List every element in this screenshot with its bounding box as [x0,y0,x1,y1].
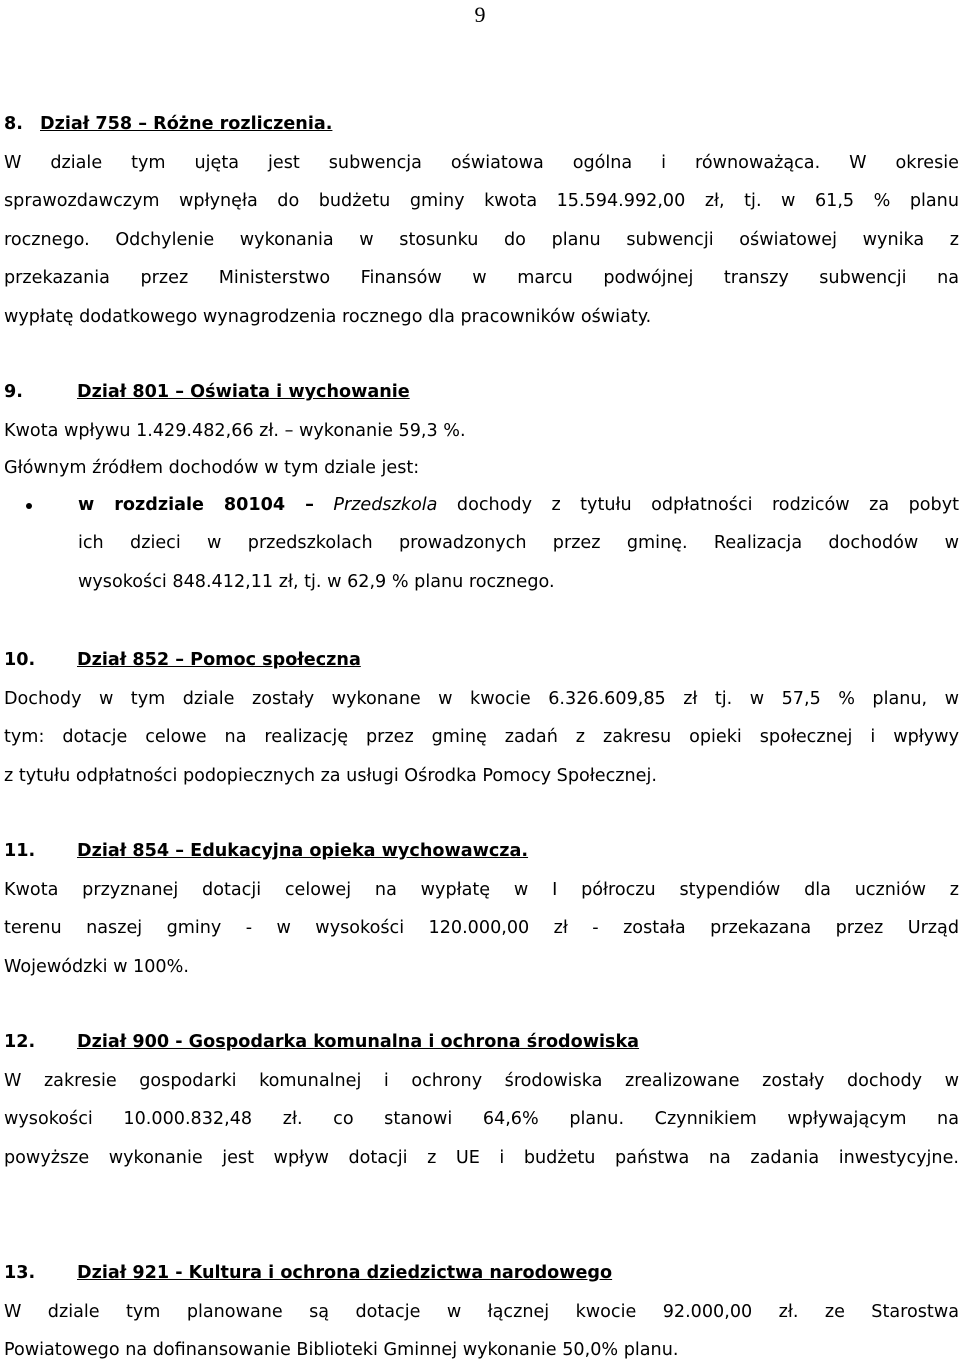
section-title: Dział 921 - Kultura i ochrona dziedzictwa narodowego [77,1263,613,1283]
paragraph-line: Dochody w tym dziale zostały wykonane w kwocie 6.326.609,85 zł tj. w 57,5 % planu, w [4,688,959,709]
section-number: 11. [4,841,36,861]
section-title: Dział 900 - Gospodarka komunalna i ochrona środowiska [77,1032,640,1052]
paragraph-line: z tytułu odpłatności podopiecznych za usługi Ośrodka Pomocy Społecznej. [4,765,657,786]
section-number: 9. [4,382,23,402]
paragraph-line: Powiatowego na dofinansowanie Biblioteki Gminnej wykonanie 50,0% planu. [4,1340,679,1360]
section-heading [4,832,959,871]
paragraph-line: tym: dotacje celowe na realizację przez gminę zadań z zakresu opieki społecznej i wpływy [4,727,959,747]
bullet-line: ich dzieci w przedszkolach prowadzonych przez gminę. Realizacja dochodów w [78,533,959,553]
section-heading [4,105,959,144]
section-13 [4,1254,959,1370]
paragraph-line: wysokości 10.000.832,48 zł. co stanowi 64,6% planu. Czynnikiem wpływającym na [4,1109,959,1129]
paragraph-line: W dziale tym ujęta jest subwencja oświatowa ogólna i równoważąca. W okresie [4,152,959,173]
paragraph-line: terenu naszej gminy - w wysokości 120.000,00 zł - została przekazana przez Urząd [4,918,959,938]
paragraph-line: Głównym źródłem dochodów w tym dziale jest: [4,457,420,478]
paragraph-line: rocznego. Odchylenie wykonania w stosunku do planu subwencji oświatowej wynika z [4,229,959,250]
paragraph-line: W dziale tym planowane są dotacje w łącznej kwocie 92.000,00 zł. ze Starostwa [4,1301,959,1322]
section-8 [4,105,959,336]
bullet-italic-text: Przedszkola [333,494,438,515]
paragraph-line: przekazania przez Ministerstwo Finansów w marcu podwójnej transzy subwencji na [4,268,959,288]
section-11 [4,832,959,986]
section-12 [4,1023,959,1177]
section-heading [4,373,959,412]
section-10 [4,641,959,795]
bullet-bold-text: w rozdziale 80104 – [78,494,314,515]
section-number: 12. [4,1032,36,1052]
section-title: Dział 758 – Różne rozliczenia. [40,114,333,134]
section-heading [4,1023,959,1062]
bullet-line: wysokości 848.412,11 zł, tj. w 62,9 % planu rocznego. [78,571,555,592]
section-title: Dział 854 – Edukacyjna opieka wychowawcza. [77,841,529,861]
paragraph-line: W zakresie gospodarki komunalnej i ochrony środowiska zrealizowane zostały dochody w [4,1070,959,1091]
section-9 [4,373,959,601]
section-heading [4,641,959,680]
page-number: 9 [474,2,486,27]
section-number: 13. [4,1263,36,1283]
bullet-item [4,486,959,602]
section-number: 10. [4,650,36,670]
bullet-text: dochody z tytułu odpłatności rodziców za pobyt [456,494,960,515]
section-heading [4,1254,959,1293]
paragraph-line: Kwota wpływu 1.429.482,66 zł. – wykonanie 59,3 %. [4,420,466,441]
paragraph-line: sprawozdawczym wpłynęła do budżetu gminy kwota 15.594.992,00 zł, tj. w 61,5 % planu [4,191,959,211]
bullet-icon [26,503,32,509]
bullet-line [78,486,959,525]
paragraph-line: Kwota przyznanej dotacji celowej na wypłatę w I półroczu stypendiów dla uczniów z [4,879,959,900]
paragraph-line: Wojewódzki w 100%. [4,956,189,977]
section-number: 8. [4,114,23,134]
section-title: Dział 852 – Pomoc społeczna [77,650,361,670]
paragraph-line: powyższe wykonanie jest wpływ dotacji z UE i budżetu państwa na zadania inwestycyjne. [4,1147,959,1168]
paragraph-line: wypłatę dodatkowego wynagrodzenia rocznego dla pracowników oświaty. [4,306,652,327]
section-title: Dział 801 – Oświata i wychowanie [77,382,410,402]
